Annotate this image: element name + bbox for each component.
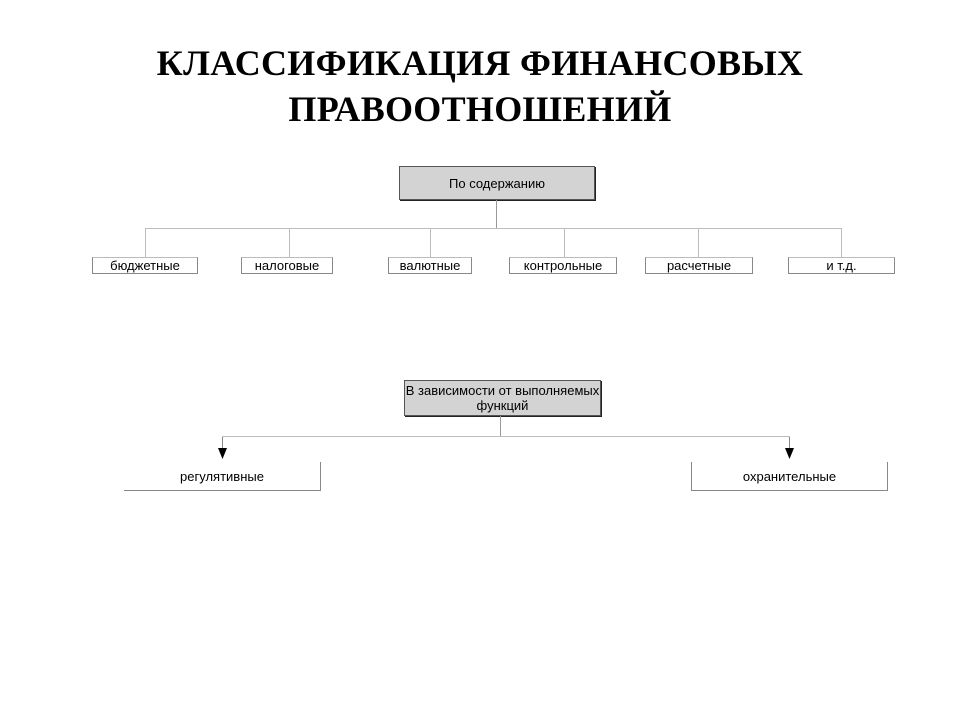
content-child-label: валютные	[399, 258, 461, 273]
content-child-label: расчетные	[666, 258, 732, 273]
arrow-head-icon	[785, 448, 794, 459]
title-line-2: ПРАВООТНОШЕНИЙ	[288, 89, 672, 129]
content-child-label: контрольные	[523, 258, 603, 273]
arrow-head-icon	[218, 448, 227, 459]
function-child-protective	[691, 462, 888, 491]
content-child-label: и т.д.	[826, 258, 857, 273]
function-root-label: В зависимости от выполняемых функций	[405, 383, 600, 413]
content-child-label: налоговые	[254, 258, 320, 273]
title-line-1: КЛАССИФИКАЦИЯ ФИНАНСОВЫХ	[156, 43, 804, 83]
function-child-regulatory	[124, 462, 321, 491]
content-child-label: бюджетные	[110, 258, 180, 273]
function-child-label: регулятивные	[180, 468, 264, 484]
content-root-label: По содержанию	[449, 175, 545, 191]
function-child-label: охранительные	[742, 468, 837, 484]
